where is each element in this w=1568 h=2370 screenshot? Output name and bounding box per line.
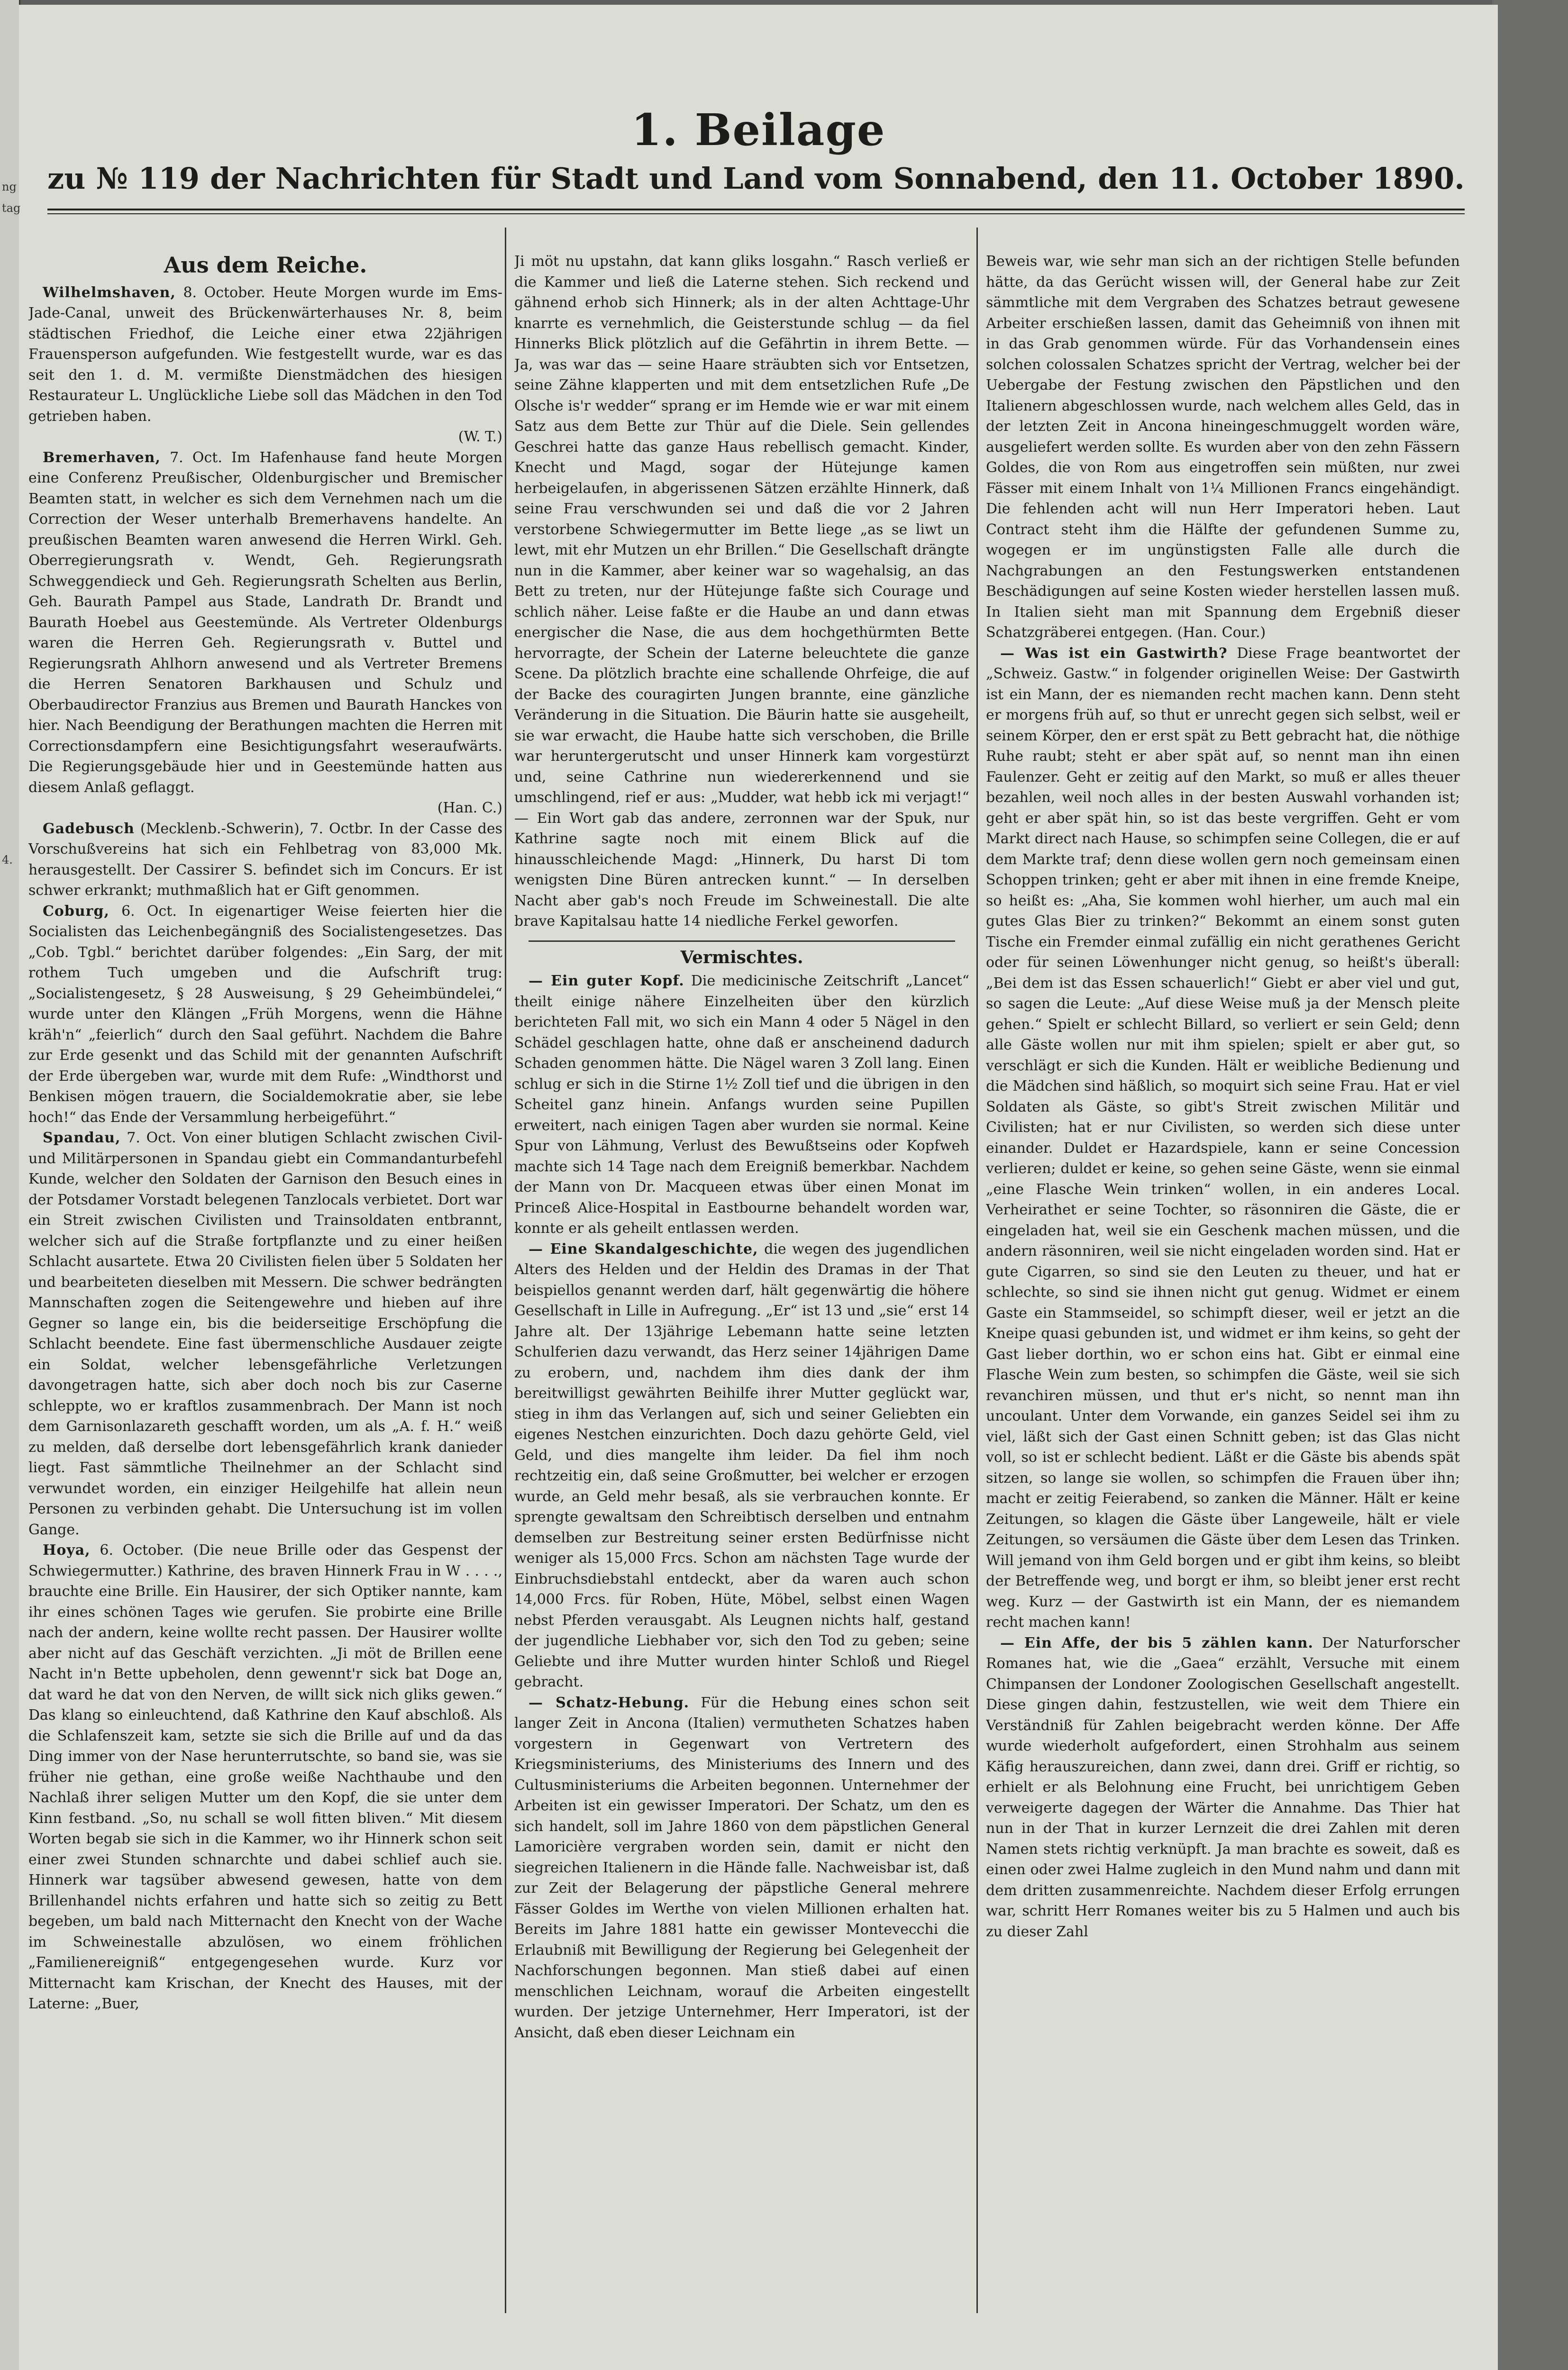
article-paragraph — [28, 447, 502, 819]
subtitle-word: Land — [723, 161, 805, 196]
subtitle-word: für — [490, 161, 540, 196]
section-heading-vermischtes: Vermischtes. — [680, 947, 803, 967]
article-body: (Mecklenb.-Schwerin), 7. Octbr. In der Casse des Vorschußvereins hat sich ein Fehlbetrag von 83,000 Mk. herausgestellt. Der Cassirer S. befindet sich im Concurs. Er ist schwer erkrankt; muthmaßlich hat er Gift genommen. — [28, 820, 502, 899]
article-body: 6. Oct. In eigenartiger Weise feierten hier die Socialisten das Leichenbegängniß des Socialistengesetzes. Das „Cob. Tgbl.“ berichtet darüber folgendes: „Ein Sarg, der mit rothem Tuch umgeben und die Aufschrift trug: „Socialistengesetz, § 28 Ausweisung, § 29 Geheimbündelei,“ wurde unter den Klängen „Früh Morgens, wenn die Hähne kräh'n“ „feierlich“ durch den Saal geführt. Nachdem die Bahre zur Erde gesenkt und das Schild mit der genannten Aufschrift der Erde übergeben war, wurde mit dem Rufe: „Windthorst und Benkisen mögen trauern, die Socialdemokratie aber, sie lebe hoch!“ das Ende der Versammlung herbeigeführt.“ — [28, 902, 502, 1126]
article-dateline: Spandau, — [43, 1130, 121, 1146]
article-dateline: — Schatz-Hebung. — [529, 1694, 690, 1711]
article-list — [28, 283, 502, 2014]
article-paragraph — [514, 1239, 969, 1693]
article-body: Diese Frage beantwortet der „Schweiz. Gastw.“ in folgender originellen Weise: Der Gastwirth ist ein Mann, der es niemanden recht machen kann. Denn steht er morgens früh auf, so thut er unrecht gegen sich selbst, weil er seinem Körper, den er erst spät zu Bett gebracht hat, die nöthige Ruhe raubt; steht er aber spät auf, so nennt man ihn einen Faulenzer. Geht er zeitig auf den Markt, so muß er alles theuer bezahlen, weil noch alles in der besten Auswahl vorhanden ist; geht er aber spät hin, so ist das beste vergriffen. Geht er vom Markt direct nach Hause, so schimpfen seine Collegen, die er auf dem Markte traf; denn diese wollen gern noch gemeinsam einen Schoppen trinken; geht er aber mit ihnen in eine fremde Kneipe, so heißt es: „Aha, Sie kommen wohl hierher, um auch mal ein gutes Glas Bier zu trinken?“ Bekommt an einem sonst guten Tische ein Fremder einmal zufällig ein nicht gerathenes Gericht oder für seinen Löwenhunger nicht genug, so heißt's überall: „Bei dem ist das Essen schauerlich!“ Giebt er aber viel und gut, so sagen die Leute: „Auf diese Weise muß ja der Mensch pleite gehen.“ Spielt er schlecht Billard, so verliert er sein Geld; denn alle Gäste wollen nur mit ihm spielen; spielt er aber gut, so verschlägt er sich die Kunden. Hält er weibliche Bedienung und die Mädchen sind häßlich, so moquirt sich seine Frau. Hat er viel Soldaten als Gäste, so gibt's Streit zwischen Militär und Civilisten; hat er nur Civilisten, so werden sich diese unter einander. Duldet er Hazardspiele, kann er seine Concession verlieren; duldet er keine, so gehen seine Gäste, wenn sie einmal „eine Flasche Wein trinken“ wollen, in ein anderes Local. Verheirathet er seine Tochter, so räsonniren die Gäste, die er eingeladen hat, weil sie ein Geschenk machen müssen, und die andern räsonniren, weil sie nicht eingeladen worden sind. Hat er gute Cigarren, so sind sie den Leuten zu theuer, und hat er schlechte, so sind sie ihnen nicht gut genug. Widmet er einem Gaste ein Stammseidel, so schimpft dieser, weil er jetzt an die Kneipe quasi gebunden ist, und widmet er ihm keins, so geht der Gast lieber dorthin, wo er schon eins hat. Gibt er einmal eine Flasche Wein zum besten, so schimpfen die Gäste, weil sie sich revanchiren müssen, und thut er's nicht, so nennt man ihn uncoulant. Unter dem Vorwande, ein ganzes Seidel sei ihm zu viel, läßt sich der Gast einen Schnitt geben; ist das Glas nicht voll, so ist er schlecht bedient. Läßt er die Gäste bis abends spät sitzen, so lange sie wollen, so schimpfen die Frauen über ihn; macht er zeitig Feierabend, so zanken die Männer. Hält er keine Zeitungen, so klagen die Gäste über Langeweile, hält er viele Zeitungen, so versäumen die Gäste über dem Lesen das Trinken. Will jemand von ihm Geld borgen und er gibt ihm keins, so bleibt der Betreffende weg, und borgt er ihm, so bleibt jener erst recht weg. Kurz — der Gastwirth ist ein Mann, der es niemandem recht machen kann! — [986, 645, 1460, 1631]
article-paragraph — [514, 971, 969, 1239]
subtitle-word: № 119 — [96, 161, 200, 196]
subtitle-word: der — [210, 161, 265, 196]
article-body: Für die Hebung eines schon seit langer Zeit in Ancona (Italien) vermutheten Schatzes haben vorgestern in Gegenwart von Vertretern des Kriegsministeriums, des Ministeriums des Innern und des Cultusministeriums die Arbeiten begonnen. Unternehmer der Arbeiten ist ein gewisser Imperatori. Der Schatz, um den es sich handelt, soll im Jahre 1860 von dem päpstlichen General Lamoricière vergraben worden sein, damit er nicht den siegreichen Italienern in die Hände falle. Nachweisbar ist, daß zur Zeit der Belagerung der päpstliche General mehrere Fässer Goldes im Werthe von vielen Millionen erhalten hat. Bereits im Jahre 1881 hatte ein gewisser Montevecchi die Erlaubniß mit Bewilligung der Regierung bei Gelegenheit der Nachforschungen begonnen. Man stieß dabei auf einen menschlichen Leichnam, worauf die Arbeiten eingestellt wurden. Der jetzige Unternehmer, Herr Imperatori, ist der Ansicht, daß eben dieser Leichnam ein — [514, 1694, 969, 2041]
article-body: Die medicinische Zeitschrift „Lancet“ theilt einige nähere Einzelheiten über den kürzlich berichteten Fall mit, wo sich ein Mann 4 oder 5 Nägel in den Schädel geschlagen hatte, ohne daß er anscheinend dadurch Schaden genommen hätte. Die Nägel waren 3 Zoll lang. Einen schlug er sich in die Stirne 1½ Zoll tief und die übrigen in den Scheitel ganz hinein. Anfangs wurden seine Pupillen erweitert, nach einigen Tagen aber wurden sie normal. Keine Spur von Lähmung, Verlust des Bewußtseins oder Kopfweh machte sich 14 Tage nach dem Ereigniß bemerkbar. Nachdem der Mann von Dr. Macqueen etwas über einen Monat im Princeß Alice-Hospital in Eastbourne behandelt worden war, konnte er als geheilt entlassen werden. — [514, 973, 969, 1237]
column-divider-2 — [976, 228, 978, 2313]
subtitle-word: Stadt — [550, 161, 639, 196]
article-body: Der Naturforscher Romanes hat, wie die „Gaea“ erzählt, Versuche mit einem Chimpansen der Londoner Zoologischen Gesellschaft angestellt. Diese gingen dahin, festzustellen, wie weit dem Thiere ein Verständniß für Zahlen beigebracht werden könne. Der Affe wurde wiederholt aufgefordert, einen Strohhalm aus seinem Käfig herauszureichen, dann zwei, dann drei. Griff er richtig, so erhielt er als Belohnung eine Frucht, bei unrichtigem Geben verweigerte dagegen der Wärter die Annahme. Das Thier hat nun in der That in kurzer Lernzeit die drei Zahlen mit deren Namen stets richtig verknüpft. Ja man brachte es soweit, daß es einen oder zwei Halme zugleich in den Mund nahm und dann mit dem dritten zusammenreichte. Nachdem dieser Erfolg errungen war, schritt Herr Romanes weiter bis zu 5 Halmen und auch bis zu dieser Zahl — [986, 1634, 1460, 1940]
margin-stub-text: tag — [2, 201, 21, 215]
article-dateline: — Ein guter Kopf. — [529, 973, 684, 989]
margin-stub-text: ng — [2, 180, 17, 193]
article-body: 8. October. Heute Morgen wurde im Ems-Jade-Canal, unweit des Brückenwärterhauses Nr. 8, beim städtischen Friedhof, die Leiche einer etwa 22jährigen Frauensperson aufgefunden. Wie festgestellt wurde, war es das seit den 1. d. M. vermißte Dienstmädchen des hiesigen Restaurateur L. Unglückliche Liebe soll das Mädchen in den Tod getrieben haben. — [28, 284, 502, 425]
section-separator — [529, 940, 955, 942]
article-list — [986, 643, 1460, 1942]
column-3 — [986, 251, 1460, 2361]
column-1 — [28, 251, 502, 2361]
article-dateline: Coburg, — [43, 902, 109, 920]
subtitle-word: vom — [815, 161, 883, 196]
column-divider-1 — [505, 228, 506, 2313]
subtitle-word: 11. — [1169, 161, 1221, 196]
column-2 — [514, 251, 969, 2361]
article-paragraph — [986, 643, 1460, 1633]
subtitle-word: den — [1098, 161, 1158, 196]
subtitle-word: zu — [47, 161, 86, 196]
subtitle-word: Sonnabend, — [893, 161, 1087, 196]
article-dateline: Bremerhaven, — [43, 449, 161, 466]
article-body: 6. October. (Die neue Brille oder das Gespenst der Schwiegermutter.) Kathrine, des braven Hinnerk Frau in W . . . ., brauchte eine Brille. Ein Hausirer, der sich Optiker nannte, kam ihr eines schönen Tages wie gerufen. Sie probirte eine Brille nach der andern, keine wollte recht passen. Der Hausirer wollte aber nicht auf das Geschäft verzichten. „Ji möt de Brillen eene Nacht in'n Bette upbeholen, denn gewennt'r sick bat Doge an, dat ward he dat von den Nerven, de willt sick nich gliks gewen.“ Das klang so einleuchtend, daß Kathrine den Kauf abschloß. Als die Schlafenszeit kam, setzte sie sich die Brille auf und da das Ding immer von der Nase herunterrutschte, so band sie, was sie früher nie gethan, eine große weiße Nachthaube und den Nachlaß ihrer seligen Mutter um den Kopf, die sie unter dem Kinn festband. „So, nu schall se woll fitten bliven.“ Mit diesem Worten begab sie sich in die Kammer, wo ihr Hinnerk schon seit einer zwei Stunden schnarchte und dabei schlief auch sie. Hinnerk war tagsüber abwesend gewesen, hatte von dem Brillenhandel nichts erfahren und hatte sich so zeitig zu Bett begeben, um bald nach Mitternacht den Knecht von der Wache im Schweinestalle abzulösen, wo einem fröhlichen „Familienereigniß“ entgegengesehen wurde. Kurz vor Mitternacht kam Krischan, der Knecht des Hauses, mit der Laterne: „Buer, — [28, 1542, 502, 2012]
page-title: 1. Beilage — [631, 104, 886, 155]
subtitle-word: 1890. — [1372, 161, 1465, 196]
continued-text: Beweis war, wie sehr man sich an der richtigen Stelle befunden hätte, da das Gerücht wissen will, der General habe zur Zeit sämmtliche mit dem Vergraben des Schatzes betraut gewesene Arbeiter erschießen lassen, damit das Geheimniß von ihnen mit in das Grab genommen würde. Für das Vorhandensein eines solchen colossalen Schatzes spricht der Vertrag, welcher bei der Uebergabe der Festung zwischen den Päpstlichen und den Italienern abgeschlossen wurde, nach welchem alles Geld, das in der letzten Zeit in Ancona hineingeschmuggelt worden wäre, ausgeliefert werden sollte. Es wurden aber von den zehn Fässern Goldes, die von Rom aus eingetroffen sein müßten, nur zwei Fässer mit einem Inhalt von 1¼ Millionen Francs eingehändigt. Die fehlenden acht will nun Herr Imperatori heben. Laut Contract steht ihm die Hälfte der gefundenen Summe zu, wogegen er im ungünstigsten Falle alle durch die Nachgrabungen an den Festungswerken entstandenen Beschädigungen auf seine Kosten wieder herstellen lassen muß. In Italien sieht man mit Spannung dem Ergebniß dieser Schatzgräberei entgegen. (Han. Cour.) — [986, 253, 1460, 641]
article-dateline: Wilhelmshaven, — [43, 284, 176, 301]
article-body: 7. Oct. Von einer blutigen Schlacht zwischen Civil- und Militärpersonen in Spandau giebt ein Commandanturbefehl Kunde, welcher den Soldaten der Garnison den Besuch eines in der Potsdamer Vorstadt belegenen Tanzlocals verbietet. Dort war ein Streit zwischen Civilisten und Trainsoldaten entbrannt, welcher sich auf die Straße fortpflanzte und zu einer heißen Schlacht ausartete. Etwa 20 Civilisten fielen über 5 Soldaten her und bearbeiteten dieselben mit Messern. Die schwer bedrängten Mannschaften zogen die Seitengewehre und hieben auf ihre Gegner so lange ein, bis die beiderseitige Erschöpfung die Schlacht beendete. Eine fast übermenschliche Ausdauer zeigte ein Soldat, welcher lebensgefährliche Verletzungen davongetragen hatte, sich aber doch noch bis zur Caserne schleppte, wo er kraftlos zusammenbrach. Der Mann ist noch dem Garnisonlazareth geschafft worden, um als „A. f. H.“ weiß zu melden, daß derselbe dort lebensgefährlich krank danieder liegt. Fast sämmtliche Theilnehmer an der Schlacht sind verwundet worden, ein einziger Heilgehilfe hat allein neun Personen zu verbinden gehabt. Die Untersuchung ist im vollen Gange. — [28, 1130, 502, 1538]
article-dateline: — Was ist ein Gastwirth? — [1000, 645, 1228, 662]
article-source: (W. T.) — [458, 428, 502, 445]
title-rule — [47, 209, 1465, 210]
article-paragraph — [28, 819, 502, 901]
article-dateline: Gadebusch — [43, 820, 135, 837]
margin-stub-text: 4. — [2, 853, 13, 866]
left-page-edge — [0, 0, 20, 2370]
section-heading-reich: Aus dem Reiche. — [164, 252, 367, 278]
article-paragraph — [986, 1633, 1460, 1942]
article-body: 7. Oct. Im Hafenhause fand heute Morgen eine Conferenz Preußischer, Oldenburgischer und Bremischer Beamten statt, in welcher es sich dem Vernehmen nach um die Correction der Weser unterhalb Bremerhavens handelte. An preußischen Beamten waren anwesend die Herren Wirkl. Geh. Oberregierungsrath v. Wendt, Geh. Regierungsrath Schweggendieck und Geh. Regierungsrath Schelten aus Berlin, Geh. Baurath Pampel aus Stade, Landrath Dr. Brandt und Baurath Hoebel aus Geestemünde. Als Vertreter Oldenburgs waren die Herren Geh. Regierungsrath v. Buttel und Regierungsrath Ahlhorn anwesend und als Vertreter Bremens die Herren Senatoren Barkhausen und Schulz und Oberbaudirector Franzius aus Bremen und Baurath Hanckes von hier. Nach Beendigung der Berathungen machten die Herren mit Correctionsdampfern eine Besichtigungsfahrt weseraufwärts. Die Regierungsgebäude hier und in Geestemünde hatten aus diesem Anlaß geflaggt. — [28, 449, 502, 796]
article-dateline: Hoya, — [43, 1542, 91, 1559]
continued-text: Ji möt nu upstahn, dat kann gliks losgahn.“ Rasch verließ er die Kammer und ließ die Laterne stehen. Sich reckend und gähnend erhob sich Hinnerk; als in der alten Achttage-Uhr knarrte es vernehmlich, die Geisterstunde schlug — da fiel Hinnerks Blick plötzlich auf die Gefährtin in ihrem Bette. — Ja, was war das — seine Haare sträubten sich vor Entsetzen, seine Zähne klapperten und mit dem entsetzlichen Rufe „De Olsche is'r wedder“ sprang er im Hemde wie er war mit einem Satz aus dem Bette zur Thür auf die Diele. Sein gellendes Geschrei hatte das ganze Haus rebellisch gemacht. Kinder, Knecht und Magd, sogar der Hütejunge kamen herbeigelaufen, in abgerissenen Sätzen erzählte Hinnerk, daß seine Frau verschwunden sei und daß die vor 2 Jahren verstorbene Schwiegermutter im Bette liege „as se liwt un lewt, mit ehr Mutzen un ehr Brillen.“ Die Gesellschaft drängte nun in die Kammer, aber keiner war so wagehalsig, an das Bett zu treten, nur der Hütejunge faßte sich Courage und schlich näher. Leise faßte er die Haube an und dann etwas energischer die Nase, die aus dem hochgethürmten Bette hervorragte, der Schein der Laterne beleuchtete die ganze Scene. Da plötzlich brachte eine schallende Ohrfeige, die auf der Backe des couragirten Jungen brannte, eine gänzliche Veränderung in die Situation. Die Bäurin hatte sie ausgeheilt, sie war erwacht, die Haube hatte sich verschoben, die Brille war heruntergerutscht und unser Hinnerk kam vorgestürzt und, seine Cathrine nun wiedererkennend und sie umschlingend, rief er aus: „Mudder, wat hebb ick mi verjagt!“ — Ein Wort gab das andere, zerronnen war der Spuk, nur Kathrine sagte noch mit einem Blick auf die hinausschleichende Magd: „Hinnerk, Du harst Di tom wenigsten Dine Büren antrecken kunnt.“ — In derselben Nacht aber gab's noch Freude im Schweinestall. Die alte brave Kapitalsau hatte 14 niedliche Ferkel geworfen. — [514, 253, 969, 930]
article-paragraph — [514, 1693, 969, 2043]
subtitle-word: October — [1231, 161, 1362, 196]
page-subtitle — [47, 161, 1465, 196]
article-paragraph — [28, 1540, 502, 2014]
article-paragraph — [28, 283, 502, 447]
article-dateline: — Eine Skandalgeschichte, — [529, 1240, 758, 1258]
article-source: (Han. C.) — [437, 800, 502, 816]
title-rule-thin — [47, 213, 1465, 214]
subtitle-word: Nachrichten — [275, 161, 480, 196]
page-stack-edge — [1492, 0, 1568, 2370]
article-paragraph — [28, 901, 502, 1128]
subtitle-word: und — [649, 161, 712, 196]
article-dateline: — Ein Affe, der bis 5 zählen kann. — [1000, 1634, 1313, 1651]
article-body: die wegen des jugendlichen Alters des Helden und der Heldin des Dramas in der That beispiellos genannt werden darf, hält gegenwärtig die höhere Gesellschaft in Lille in Aufregung. „Er“ ist 13 und „sie“ erst 14 Jahre alt. Der 13jährige Lebemann hatte seine letzten Schulferien dazu verwandt, das Herz seiner 14jährigen Dame zu erobern, und, nachdem ihm dies dank der ihm bereitwilligst gewährten Beihilfe ihrer Mutter geglückt war, stieg in ihm das Verlangen auf, sich und seiner Geliebten ein eigenes Nestchen einzurichten. Doch dazu gehörte Geld, viel Geld, und dies mangelte ihm leider. Da fiel ihm noch rechtzeitig ein, daß seine Großmutter, bei welcher er erzogen wurde, an Geld mehr besaß, als sie verbrauchen konnte. Er sprengte gewaltsam den Schreibtisch derselben und entnahm demselben zur Bestreitung seiner ersten Bedürfnisse nicht weniger als 15,000 Frcs. Schon am nächsten Tage wurde der Einbruchsdiebstahl entdeckt, aber da waren auch schon 14,000 Frcs. für Roben, Hüte, Möbel, selbst einen Wagen nebst Pferden verausgabt. Als Leugnen nichts half, gestand der jugendliche Liebhaber vor, sich den Tod zu geben; seine Geliebte und ihre Mutter wurden hinter Schloß und Riegel gebracht. — [514, 1240, 969, 1690]
article-list — [514, 971, 969, 2043]
newspaper-page — [19, 5, 1498, 2370]
article-paragraph — [28, 1128, 502, 1540]
